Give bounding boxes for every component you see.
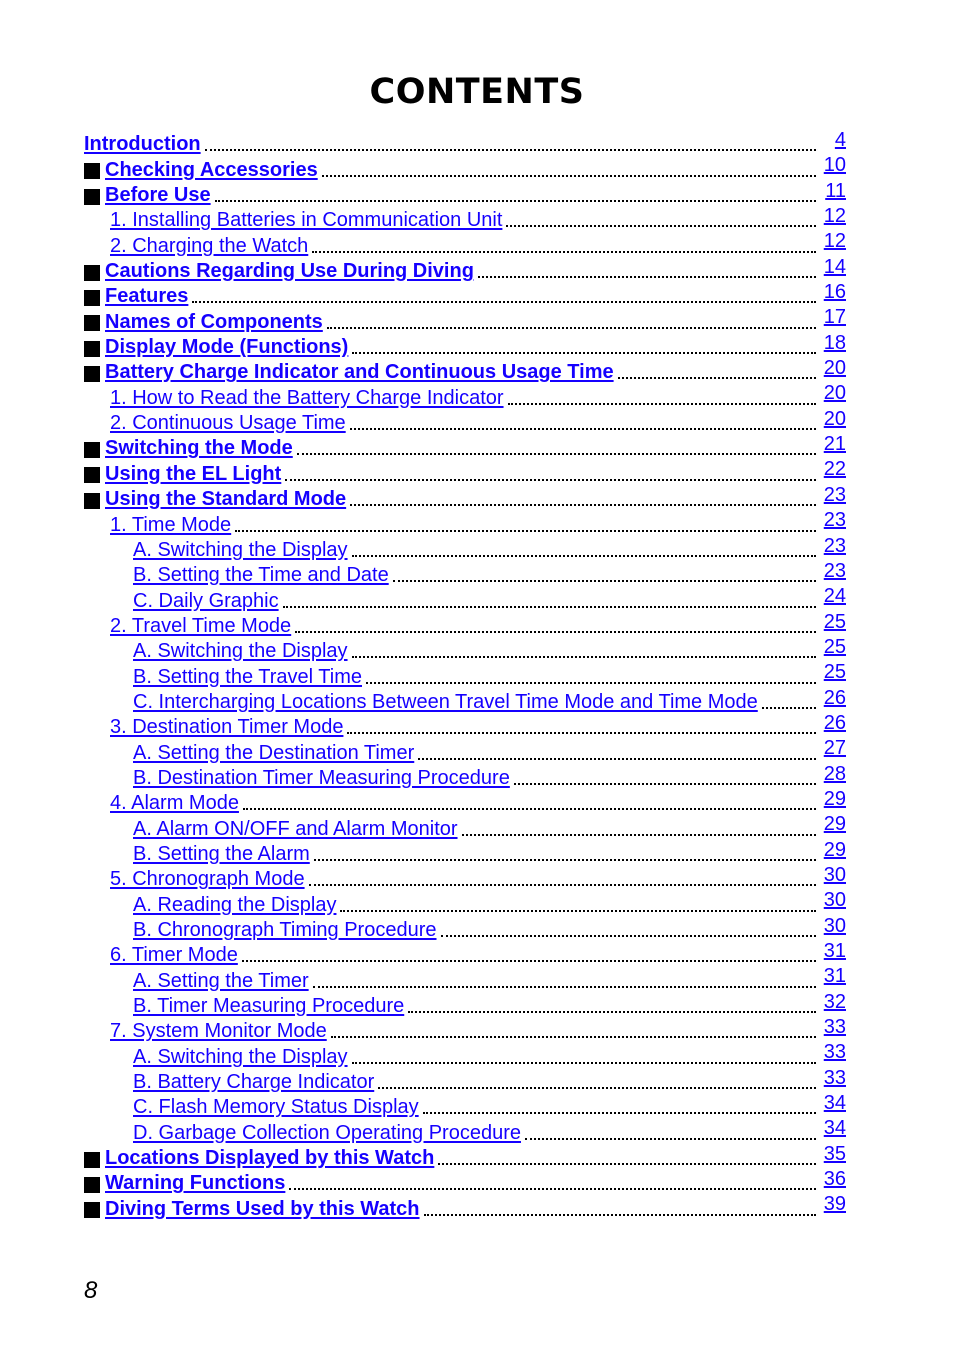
toc-page-link[interactable]: 26: [823, 711, 846, 734]
toc-entry[interactable]: [84, 940, 846, 970]
square-bullet-icon: [84, 366, 100, 382]
square-bullet-icon: [84, 467, 100, 483]
toc-entry-link[interactable]: Features: [105, 285, 189, 308]
toc-entry-line: [110, 943, 816, 968]
toc-entry-link[interactable]: Diving Terms Used by this Watch: [105, 1197, 420, 1220]
toc-entry-line: [110, 1019, 816, 1044]
table-of-contents: [84, 129, 846, 1224]
dot-leader: [378, 1086, 816, 1089]
square-bullet-icon: [84, 265, 100, 281]
page-number: 8: [84, 1277, 98, 1304]
dot-leader: [313, 985, 816, 988]
toc-entry-line: [133, 1121, 816, 1146]
toc-entry-line: [110, 715, 816, 740]
toc-entry-line: [133, 1070, 816, 1095]
toc-entry-link[interactable]: A. Switching the Display: [133, 640, 348, 663]
dot-leader: [514, 782, 816, 785]
toc-page-link[interactable]: 34: [823, 1117, 846, 1140]
toc-entry[interactable]: [84, 711, 846, 742]
toc-entry-link[interactable]: B. Timer Measuring Procedure: [133, 995, 405, 1018]
toc-page-link[interactable]: 30: [823, 863, 846, 886]
toc-entry-link[interactable]: 1. Time Mode: [110, 513, 232, 536]
toc-entry-line: [84, 335, 816, 360]
toc-entry[interactable]: [84, 205, 846, 235]
toc-entry-link[interactable]: 2. Continuous Usage Time: [110, 412, 346, 435]
toc-entry-line: [133, 665, 816, 690]
dot-leader: [289, 1187, 816, 1190]
toc-entry[interactable]: [84, 686, 846, 717]
square-bullet-icon: [84, 1202, 100, 1218]
dot-leader: [350, 503, 816, 506]
square-bullet-icon: [84, 189, 100, 205]
toc-entry-line: [110, 513, 816, 538]
dot-leader: [352, 655, 816, 658]
toc-entry-link[interactable]: A. Setting the Destination Timer: [133, 741, 415, 764]
toc-entry-line: [84, 1197, 816, 1222]
dot-leader: [478, 275, 816, 278]
dot-leader: [366, 681, 816, 684]
toc-entry-line: [133, 563, 816, 588]
toc-entry-line: [133, 969, 816, 994]
toc-entry[interactable]: [84, 1092, 846, 1122]
toc-entry[interactable]: [84, 1117, 846, 1147]
toc-page-link[interactable]: 25: [823, 635, 846, 658]
dot-leader: [441, 934, 817, 937]
toc-page-link[interactable]: 20: [823, 407, 846, 430]
toc-entry[interactable]: [84, 129, 846, 159]
toc-page-link[interactable]: 33: [823, 1066, 846, 1089]
toc-entry-line: [84, 436, 816, 461]
toc-page-link[interactable]: 39: [823, 1193, 846, 1216]
toc-entry-link[interactable]: C. Flash Memory Status Display: [133, 1096, 419, 1119]
toc-entry[interactable]: [84, 281, 846, 311]
toc-page-link[interactable]: 23: [823, 483, 846, 506]
dot-leader: [438, 1162, 816, 1165]
toc-page-link[interactable]: 36: [823, 1168, 846, 1191]
square-bullet-icon: [84, 290, 100, 306]
toc-entry[interactable]: [84, 1016, 846, 1046]
toc-entry[interactable]: [84, 1142, 846, 1173]
toc-entry-link[interactable]: B. Setting the Time and Date: [133, 564, 389, 587]
toc-entry[interactable]: [84, 382, 846, 412]
toc-entry[interactable]: [84, 889, 846, 919]
toc-entry[interactable]: [84, 838, 846, 869]
toc-entry-link[interactable]: Warning Functions: [105, 1172, 286, 1195]
toc-entry[interactable]: [84, 813, 846, 843]
toc-entry[interactable]: [84, 1066, 846, 1097]
dot-leader: [295, 630, 816, 633]
toc-entry[interactable]: [84, 534, 846, 565]
toc-page-link[interactable]: 20: [823, 357, 846, 380]
toc-page-link[interactable]: 29: [823, 838, 846, 861]
toc-entry-line: [110, 791, 816, 816]
toc-entry-line: [84, 1171, 816, 1196]
toc-page-link[interactable]: 12: [823, 205, 846, 228]
toc-entry-line: [84, 259, 816, 284]
dot-leader: [352, 554, 816, 557]
toc-entry-line: [84, 284, 816, 309]
toc-entry-link[interactable]: 1. How to Read the Battery Charge Indicator: [110, 386, 504, 409]
dot-leader: [215, 199, 816, 202]
toc-entry-link[interactable]: 5. Chronograph Mode: [110, 868, 305, 891]
dot-leader: [424, 1213, 816, 1216]
toc-page-link[interactable]: 12: [823, 230, 846, 253]
toc-page-link[interactable]: 32: [823, 990, 846, 1013]
toc-entry[interactable]: [84, 610, 846, 641]
toc-page-link[interactable]: 24: [823, 585, 846, 608]
toc-page-link[interactable]: 30: [823, 889, 846, 912]
dot-leader: [331, 1035, 816, 1038]
dot-leader: [243, 807, 816, 810]
toc-entry[interactable]: [84, 1041, 846, 1071]
toc-entry[interactable]: [84, 965, 846, 995]
toc-entry[interactable]: [84, 306, 846, 336]
toc-entry-link[interactable]: Display Mode (Functions): [105, 336, 349, 359]
dot-leader: [506, 224, 816, 227]
toc-entry-link[interactable]: A. Alarm ON/OFF and Alarm Monitor: [133, 817, 458, 840]
toc-entry-line: [110, 867, 816, 892]
toc-entry[interactable]: [84, 331, 846, 362]
toc-entry-link[interactable]: Locations Displayed by this Watch: [105, 1147, 435, 1170]
toc-entry-line: [84, 183, 816, 208]
page-title: CONTENTS: [369, 72, 585, 112]
toc-page-link[interactable]: 23: [823, 534, 846, 557]
toc-entry-line: [133, 994, 816, 1019]
toc-entry[interactable]: [84, 737, 846, 767]
toc-entry[interactable]: [84, 762, 846, 793]
toc-entry[interactable]: [84, 230, 846, 260]
toc-entry-line: [133, 842, 816, 867]
toc-page-link[interactable]: 23: [823, 509, 846, 532]
toc-entry-line: [133, 538, 816, 563]
toc-entry[interactable]: [84, 635, 846, 666]
toc-page-link[interactable]: 20: [823, 382, 846, 405]
toc-entry-line: [84, 462, 816, 487]
toc-entry-line: [133, 918, 816, 943]
toc-entry-line: [84, 360, 816, 385]
toc-entry-link[interactable]: B. Destination Timer Measuring Procedure: [133, 766, 510, 789]
dot-leader: [340, 909, 816, 912]
toc-page-link[interactable]: 11: [825, 179, 846, 202]
toc-entry[interactable]: [84, 559, 846, 590]
toc-entry-link[interactable]: Battery Charge Indicator and Continuous Usage Time: [105, 361, 614, 384]
toc-entry-link[interactable]: A. Setting the Timer: [133, 969, 309, 992]
toc-entry[interactable]: [84, 458, 846, 488]
toc-entry-link[interactable]: A. Reading the Display: [133, 893, 337, 916]
toc-page-link[interactable]: 4: [834, 129, 846, 151]
dot-leader: [352, 351, 816, 354]
toc-page-link[interactable]: 17: [823, 306, 846, 329]
toc-page-link[interactable]: 28: [823, 762, 846, 785]
toc-entry-link[interactable]: 7. System Monitor Mode: [110, 1020, 327, 1043]
toc-page-link[interactable]: 34: [823, 1092, 846, 1115]
toc-entry[interactable]: [84, 585, 846, 615]
dot-leader: [235, 529, 816, 532]
toc-entry-line: [84, 487, 816, 512]
dot-leader: [418, 757, 816, 760]
square-bullet-icon: [84, 493, 100, 509]
dot-leader: [408, 1010, 816, 1013]
dot-leader: [423, 1111, 816, 1114]
toc-entry-line: [133, 589, 816, 614]
dot-leader: [347, 731, 816, 734]
toc-entry-link[interactable]: D. Garbage Collection Operating Procedure: [133, 1121, 521, 1144]
toc-entry-line: [84, 158, 816, 183]
toc-page-link[interactable]: 16: [823, 281, 846, 304]
toc-entry-link[interactable]: Switching the Mode: [105, 437, 293, 460]
toc-entry-line: [110, 208, 816, 233]
toc-page-link[interactable]: 27: [823, 737, 846, 760]
toc-page-link[interactable]: 10: [823, 154, 846, 177]
toc-entry[interactable]: [84, 787, 846, 818]
toc-entry-line: [84, 132, 816, 157]
square-bullet-icon: [84, 1152, 100, 1168]
toc-page-link[interactable]: 25: [823, 661, 846, 684]
toc-entry-line: [133, 893, 816, 918]
toc-entry[interactable]: [84, 863, 846, 894]
toc-entry[interactable]: [84, 914, 846, 945]
toc-entry-line: [133, 690, 816, 715]
square-bullet-icon: [84, 163, 100, 179]
toc-entry-link[interactable]: Checking Accessories: [105, 158, 318, 181]
toc-page-link[interactable]: 23: [823, 559, 846, 582]
toc-entry[interactable]: [84, 990, 846, 1021]
toc-entry-link[interactable]: B. Battery Charge Indicator: [133, 1071, 375, 1094]
dot-leader: [525, 1137, 816, 1140]
toc-entry-line: [133, 1095, 816, 1120]
toc-entry-link[interactable]: Using the Standard Mode: [105, 488, 347, 511]
dot-leader: [762, 706, 816, 709]
toc-entry-link[interactable]: A. Switching the Display: [133, 538, 348, 561]
toc-entry-link[interactable]: 6. Timer Mode: [110, 944, 238, 967]
toc-entry-line: [110, 411, 816, 436]
toc-entry-link[interactable]: C. Daily Graphic: [133, 589, 279, 612]
toc-entry-link[interactable]: Names of Components: [105, 310, 323, 333]
toc-page-link[interactable]: 25: [823, 610, 846, 633]
toc-page-link[interactable]: 35: [823, 1142, 846, 1165]
toc-page-link[interactable]: 14: [823, 255, 846, 278]
toc-entry-link[interactable]: Introduction: [84, 133, 201, 156]
toc-page-link[interactable]: 33: [823, 1016, 846, 1039]
square-bullet-icon: [84, 315, 100, 331]
toc-entry-line: [84, 310, 816, 335]
dot-leader: [322, 174, 816, 177]
square-bullet-icon: [84, 341, 100, 357]
toc-page-link[interactable]: 26: [823, 686, 846, 709]
toc-entry-link[interactable]: 2. Charging the Watch: [110, 234, 309, 257]
toc-entry[interactable]: [84, 357, 846, 387]
toc-entry-link[interactable]: 2. Travel Time Mode: [110, 614, 292, 637]
dot-leader: [618, 376, 816, 379]
dot-leader: [312, 250, 816, 253]
toc-entry[interactable]: [84, 1193, 846, 1223]
dot-leader: [508, 402, 816, 405]
toc-entry[interactable]: [84, 509, 846, 539]
toc-entry-link[interactable]: 3. Destination Timer Mode: [110, 716, 344, 739]
toc-entry[interactable]: [84, 179, 846, 210]
square-bullet-icon: [84, 442, 100, 458]
toc-page-link[interactable]: 21: [823, 433, 846, 456]
toc-entry[interactable]: [84, 255, 846, 286]
toc-entry[interactable]: [84, 154, 846, 184]
toc-page-link[interactable]: 22: [823, 458, 846, 481]
toc-entry-line: [133, 817, 816, 842]
toc-entry-link[interactable]: 4. Alarm Mode: [110, 792, 239, 815]
dot-leader: [242, 959, 816, 962]
dot-leader: [297, 452, 816, 455]
toc-entry-link[interactable]: Cautions Regarding Use During Diving: [105, 260, 474, 283]
toc-entry-link[interactable]: B. Setting the Travel Time: [133, 665, 362, 688]
dot-leader: [350, 427, 816, 430]
toc-entry[interactable]: [84, 661, 846, 691]
toc-page-link[interactable]: 29: [823, 787, 846, 810]
toc-entry-line: [133, 766, 816, 791]
toc-page-link[interactable]: 29: [823, 813, 846, 836]
toc-entry[interactable]: [84, 407, 846, 438]
toc-entry-link[interactable]: 1. Installing Batteries in Communication Unit: [110, 209, 503, 232]
toc-page-link[interactable]: 30: [823, 914, 846, 937]
toc-entry[interactable]: [84, 1168, 846, 1198]
dot-leader: [283, 605, 816, 608]
dot-leader: [327, 326, 816, 329]
toc-page-link[interactable]: 31: [823, 965, 846, 988]
dot-leader: [192, 300, 816, 303]
dot-leader: [314, 858, 816, 861]
toc-entry-line: [133, 1045, 816, 1070]
toc-entry-line: [133, 741, 816, 766]
dot-leader: [285, 478, 816, 481]
dot-leader: [205, 148, 816, 151]
toc-entry-line: [110, 614, 816, 639]
toc-entry-link[interactable]: C. Intercharging Locations Between Travel Time Mode and Time Mode: [133, 690, 758, 713]
dot-leader: [462, 833, 816, 836]
toc-entry[interactable]: [84, 483, 846, 514]
toc-page-link[interactable]: 31: [823, 940, 846, 962]
toc-entry-line: [133, 639, 816, 664]
dot-leader: [352, 1061, 816, 1064]
toc-entry-link[interactable]: B. Chronograph Timing Procedure: [133, 919, 437, 941]
toc-entry-link[interactable]: Before Use: [105, 184, 211, 207]
toc-entry-link[interactable]: Using the EL Light: [105, 462, 282, 485]
toc-page-link[interactable]: 18: [823, 331, 846, 354]
toc-entry-line: [110, 386, 816, 411]
dot-leader: [309, 883, 816, 886]
toc-entry-line: [84, 1146, 816, 1171]
toc-entry-link[interactable]: B. Setting the Alarm: [133, 842, 310, 865]
dot-leader: [393, 579, 816, 582]
square-bullet-icon: [84, 1177, 100, 1193]
toc-page-link[interactable]: 33: [823, 1041, 846, 1064]
toc-entry[interactable]: [84, 433, 846, 463]
toc-entry-line: [110, 234, 816, 259]
toc-entry-link[interactable]: A. Switching the Display: [133, 1045, 348, 1068]
